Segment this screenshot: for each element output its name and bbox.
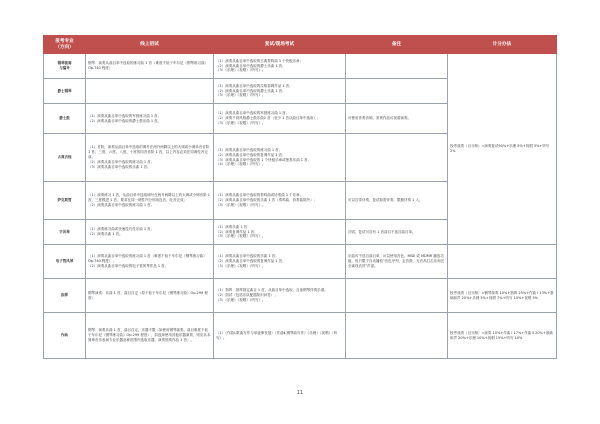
major-cell: 萨克斯管 bbox=[44, 182, 86, 220]
retest-cell: （1）演奏从曲目单中选取的乐曲 1 首； （2）演奏从曲目单中选取的复调作品 1 首； （3）《乐理》《视唱》《听写》。 bbox=[214, 245, 346, 279]
header-online: 线上初试 bbox=[86, 36, 214, 54]
remarks-cell: 乐曲可不选自曲目单，可以使用音色，MIDI 或 MDMR 播放功能，但只限于自动播放"音色序列、定音鼓、无音高打击乐和完全离线音效"声部。 bbox=[346, 245, 448, 279]
major-cell: 电子管风琴 bbox=[44, 245, 86, 279]
major-cell: 钢琴演奏 与编导 bbox=[44, 54, 86, 79]
online-cell: 钢琴演奏：乐曲 1 首，曲目自定（原不低于车尔尼《钢琴练习曲》Op.299 程度） bbox=[86, 279, 214, 313]
scoring-cell: 校考成绩（百分制）=演奏 10%+作曲 Ⅰ 17%+作曲 Ⅱ 20%+基础和声 20%+乐理 10%+视唱 15%+听写 10% bbox=[448, 313, 557, 359]
remarks-cell: 初试，复试可各有 1 首曲目不选自曲目单。 bbox=[346, 220, 448, 245]
major-cell: 爵士钢琴 bbox=[44, 79, 86, 104]
header-remarks: 备注 bbox=[346, 36, 448, 54]
header-retest: 复试/现场考试 bbox=[214, 36, 346, 54]
online-cell: （1）演奏练习曲或快速技巧性乐曲 1 首； （2）演奏乐曲 1 首。 bbox=[86, 220, 214, 245]
major-cell: 作曲 bbox=[44, 313, 86, 359]
remarks-cell bbox=[346, 279, 448, 313]
major-cell: 爵士鼓 bbox=[44, 104, 86, 134]
retest-cell: （1）演奏从曲目单中选取的军鼓练习曲 1 首； （2）演奏不同风格爵士鼓乐曲2 首（至少 1 首从曲目单中选取）； （3）《乐理》《视唱》《听写》。 bbox=[214, 104, 346, 134]
remarks-cell bbox=[346, 79, 448, 104]
remarks-cell bbox=[346, 54, 448, 79]
table-header-row bbox=[44, 36, 557, 54]
online-cell: （1）演奏从曲目单中选取的军鼓练习曲 1 首； （2）演奏从曲目单中选取的爵士鼓乐曲 1 首。 bbox=[86, 104, 214, 134]
retest-cell: （1）《作曲Ⅰ-歌曲写作与单旋律发展》《作曲Ⅱ-钢琴曲写作》《乐理》《视唱》《听写》。 bbox=[214, 313, 346, 359]
online-cell: 钢琴：演奏乐曲 1 首，曲目自定，乐器不限（如使用钢琴演奏，曲目难度不低于车尔尼《钢琴练习曲》Op.299 程度），如选择使用其他乐器演奏，则应从本简章音乐表演专业乐器品种范围内选取乐器，演奏独奏作品 1 首）。 bbox=[86, 313, 214, 359]
retest-cell: （1）演奏从曲目单中选取的奏鸣曲或协奏曲 1 个乐章； （2）演奏从曲目单中选取的乐曲 1 首（奏鸣曲、协奏曲除外）； （3）《乐理》《视唱》《听写》。 bbox=[214, 182, 346, 220]
table-row bbox=[44, 313, 557, 359]
online-cell: （1）演奏练习 1 首，从曲目单中选取调号在两升两降以上的大调或小调音阶 1 首，三度模进 1 首，要求在同一调性内分别用连音、吐音完成； （2）演奏从曲目单中选取的练习曲 1 首。 bbox=[86, 182, 214, 220]
remarks-cell bbox=[346, 134, 448, 182]
table-row bbox=[44, 279, 557, 313]
header-major: 报考专业 （方向） bbox=[44, 36, 86, 54]
admission-table bbox=[43, 35, 557, 359]
table-row bbox=[44, 54, 557, 79]
online-cell: （1）音阶，演奏从曲目单中选取的调号在两升两降以上的大调或小调单音音阶 1 首；三度、六度、八度、十度的同音音阶 1 首，以上内容必须在同调性内完成； （2）演奏从曲目单中选取的练习曲 1 首； （3）演奏从曲目单中选取的乐曲 1 首。 bbox=[86, 134, 214, 182]
retest-cell: （1）演奏乐曲 1 首； （2）演奏复调作品 1 首； （3）《乐理》《视唱》《听写》。 bbox=[214, 220, 346, 245]
major-cell: 指挥 bbox=[44, 279, 86, 313]
major-cell: 手风琴 bbox=[44, 220, 86, 245]
scoring-cell-empty bbox=[448, 245, 557, 279]
page-number: 11 bbox=[296, 390, 304, 396]
online-cell bbox=[86, 79, 214, 104]
remarks-cell: 可以自带伴奏，复试如需伴奏，限额伴奏 1 人。 bbox=[346, 182, 448, 220]
online-cell: 钢琴：演奏从曲目单中选取的练习曲 1 首（难度不低于车尔尼《钢琴练习曲》Op.740 程度） bbox=[86, 54, 214, 79]
online-cell: （1）演奏从曲目单中选取的练习曲 1 首（难度不低于车尔尼《钢琴练习曲》Op.740 程度）； （2）演奏从曲目单中选取的电子管风琴作品 1 首。 bbox=[86, 245, 214, 279]
retest-cell: （1）演奏从曲目单中选取的古典奏鸣曲 1 个快板乐章； （2）演奏从曲目单中选取的爵士乐曲 1 首； （3）《乐理》《视唱》《听写》。 bbox=[214, 54, 346, 79]
table-row bbox=[44, 245, 557, 279]
major-cell: 古典吉他 bbox=[44, 134, 86, 182]
retest-cell: （1）指挥：指挥指定曲目 1 首，从曲目单中选取，自备钢琴伴奏乐谱。 （2）面试（包括乐队配器知识问答）； （3）《乐理》《视唱》《听写》。 bbox=[214, 279, 346, 313]
remarks-cell bbox=[346, 313, 448, 359]
retest-cell: （1）演奏从曲目单中选取的练习曲 1 首； （2）演奏从曲目单中选取的复调作品 1 首； （3）演奏从曲目单中选取的 1 个快板乐章或独奏乐曲 1 首； （4）《乐理》《视唱》《听写》。 bbox=[214, 134, 346, 182]
header-scoring: 计分办法 bbox=[448, 36, 557, 54]
scoring-cell: 校考成绩（百分制）=演奏复试90%+乐理 5%+视唱 3%+听写 2% bbox=[448, 54, 557, 245]
retest-cell: （1）演奏从曲目单中选取的拉格泰姆作品 1 首； （2）演奏从曲目单中选取的爵士乐曲 1 首； （3）《乐理》《视唱》《听写》。 bbox=[214, 79, 346, 104]
remarks-cell: 可使用伴奏音响，常规作品可视谱演奏。 bbox=[346, 104, 448, 134]
scoring-cell: 校考成绩（百分制）=钢琴演奏 10%+指挥 25%+作曲 Ⅰ 13%+基础和声 20%+乐理 5%+视唱 7%+听写 10%+视唱 5% bbox=[448, 279, 557, 313]
